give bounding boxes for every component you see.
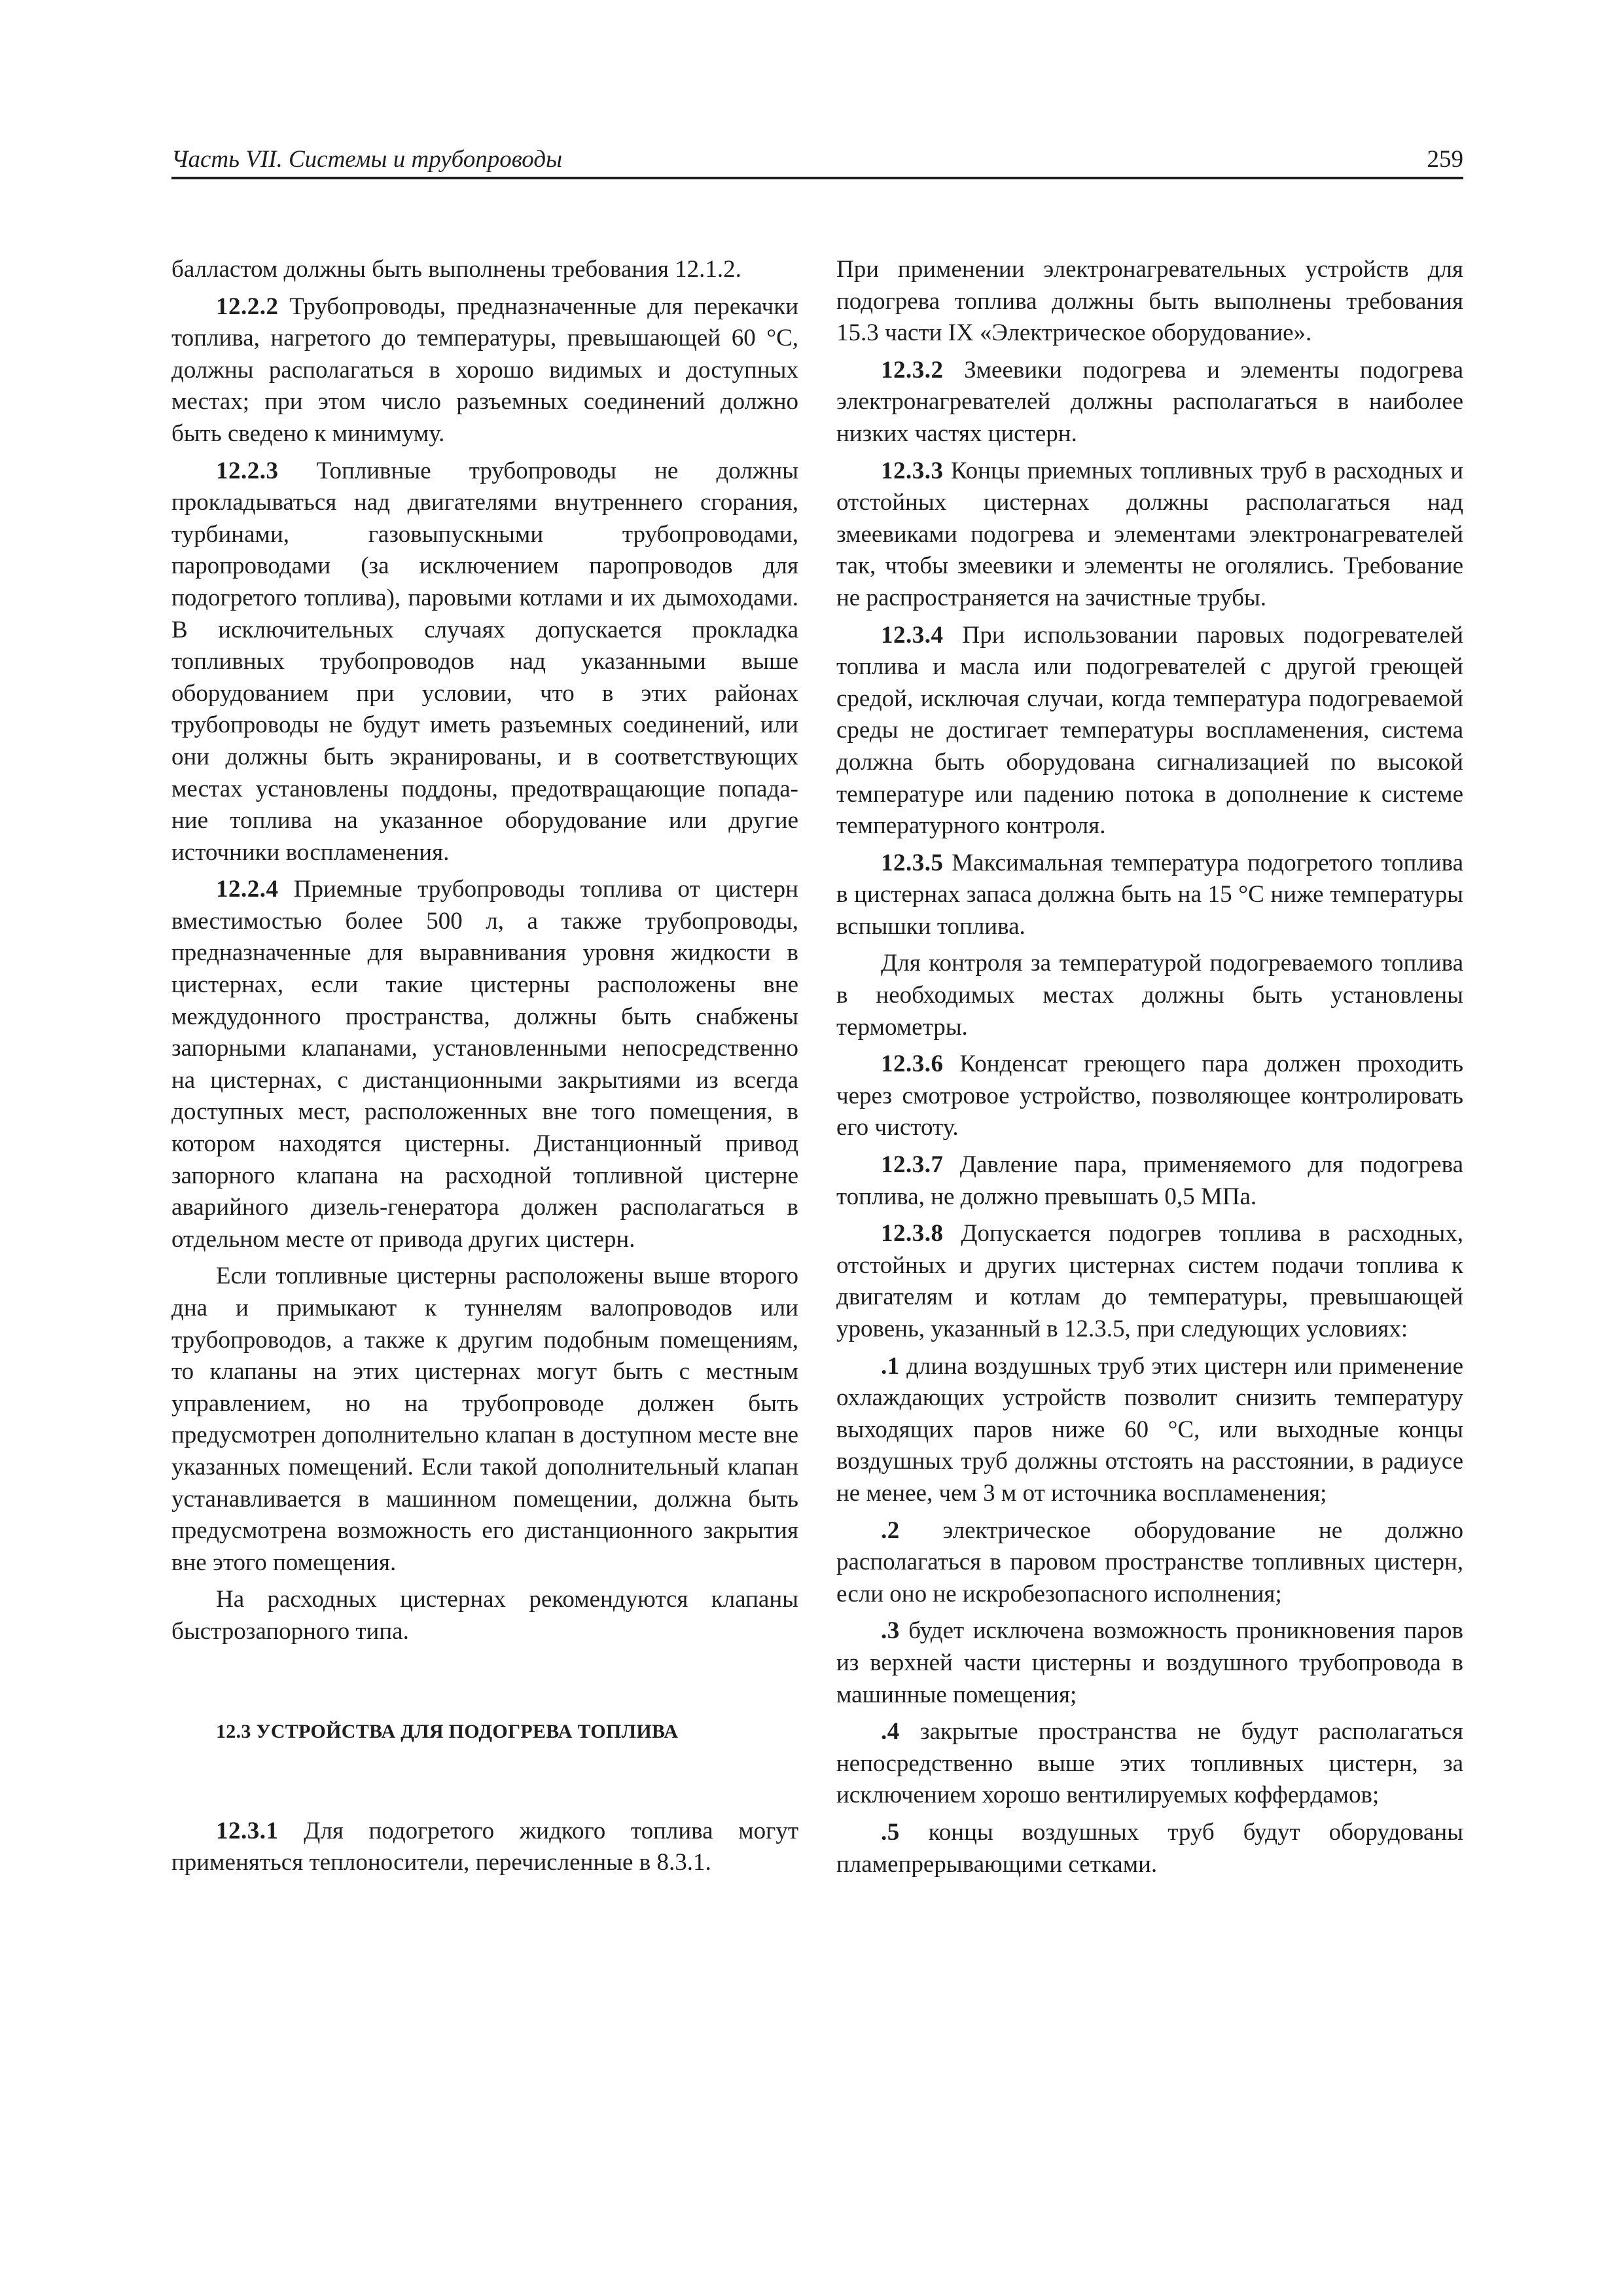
clause-text: Топливные трубопроводы не должны прокладываться над двигателями внутреннего сгорания, турбинами, газовыпускными трубопроводами, паропроводами (за исключением паропроводов для подогретого топлива), паровыми котлами и их дымоходами. В исключительных случаях допускается прокладка топливных трубопроводов над указанными выше оборудованием при условии, что в этих районах трубопроводы не будут иметь разъемных соединений, или они должны быть экранированы, и в соответствующих местах установлены поддоны, предотвращающие попадание топлива на указанное оборудование или другие источники воспламенения. (171, 457, 798, 866)
clause-text: Приемные трубопроводы топлива от цистерн вместимостью более 500 л, а также трубопроводы, предназначенные для выравнивания уровня жидкости в цистернах, если такие цистерны расположены вне междудонного пространства, должны быть снабжены запорными клапанами, установленными непосредственно на цистернах, с дистанционными закрытиями из всегда доступных мест, расположенных вне того помещения, в котором находятся цистерны. Дистанционный привод запорного клапана на расходной топливной цистерне аварийного дизель-генератора должен располагаться в отдельном месте от привода других цистерн. (171, 876, 798, 1253)
clause-12-3-3 (836, 456, 1463, 615)
paragraph-text: Для контроля за температурой подогреваемого топлива в необходимых местах должны быть установлены термометры. (836, 950, 1463, 1041)
clause-number: 12.2.2 (216, 293, 279, 320)
paragraph-double-bottom-tanks (171, 1261, 798, 1579)
paragraph-text: балластом должны быть выполнены требования 12.1.2. (171, 256, 741, 283)
running-title: Часть VII. Системы и трубопроводы (171, 146, 563, 173)
clause-12-3-5 (836, 848, 1463, 943)
clause-number: 12.2.3 (216, 457, 279, 484)
clause-number: 12.3.5 (881, 849, 944, 876)
item-text: электрическое оборудование не должно располагаться в паровом пространстве топливных цистерн, если оно не искробезопасного исполнения; (836, 1516, 1463, 1607)
item-text: закрытые пространства не будут располагаться непосредственно выше этих топливных цистерн, за исключением хорошо вентилируемых коффердамов; (836, 1718, 1463, 1809)
clause-text: Давление пара, применяемого для подогрева топлива, не должно превышать 0,5 МПа. (836, 1151, 1463, 1210)
clause-text: Максимальная температура подогретого топлива в цистернах запаса должна быть на 15 °С ниже температуры вспышки топлива. (836, 849, 1463, 940)
clause-number: 12.3.1 (216, 1817, 279, 1844)
clause-text: Змеевики подогрева и элементы подогрева электронагревателей должны располагаться в наиболее низких частях цистерн. (836, 356, 1463, 447)
clause-12-3-1 (171, 1816, 798, 1879)
clause-12-3-8 (836, 1218, 1463, 1345)
paragraph-ballast-continuation (171, 254, 798, 286)
clause-text: Допускается подогрев топлива в расходных, отстойных и других цистернах систем подачи топлива к двигателям и котлам до температуры, превышающей уровень, указанный в 12.3.5, при следующих условиях: (836, 1220, 1463, 1342)
condition-item-2 (836, 1515, 1463, 1611)
paragraph-text: На расходных цистернах рекомендуются клапаны быстрозапорного типа. (171, 1586, 798, 1645)
item-number: .5 (881, 1818, 900, 1846)
clause-12-2-3 (171, 456, 798, 869)
item-number: .2 (881, 1516, 900, 1544)
clause-number: 12.3.8 (881, 1220, 944, 1247)
clause-12-3-2 (836, 355, 1463, 450)
clause-text: При использовании паровых подогревателей топлива и масла или подогревателей с другой греющей средой, исключая случаи, когда температура подогреваемой среды не достигает температуры воспламенения, система должна быть оборудована сигнализацией по высокой температуре или падению потока в дополнение к системе температурного контроля. (836, 621, 1463, 840)
clause-text: Для подогретого жидкого топлива могут применяться теплоносители, перечисленные в 8.3.1. (171, 1817, 798, 1876)
clause-number: 12.3.4 (881, 621, 944, 649)
condition-item-1 (836, 1351, 1463, 1510)
clause-number: 12.3.6 (881, 1050, 944, 1078)
clause-text: Трубопроводы, предназначенные для перекачки топлива, нагретого до температуры, превышающей 60 °С, должны располагаться в хорошо видимых и доступных местах; при этом число разъемных соединений должно быть сведено к минимуму. (171, 293, 798, 447)
clause-number: 12.3.2 (881, 356, 944, 384)
clause-12-3-4 (836, 620, 1463, 842)
item-text: длина воздушных труб этих цистерн или применение охлаждающих устройств позволит снизить температуру выходящих паров ниже 60 °С, или выходные концы воздушных труб должны отстоять на расстоянии, в радиусе не менее, чем 3 м от источника воспламенения; (836, 1352, 1463, 1507)
clause-12-2-2 (171, 291, 798, 450)
clause-12-3-6 (836, 1049, 1463, 1144)
item-number: .3 (881, 1617, 900, 1645)
condition-item-4 (836, 1716, 1463, 1812)
condition-item-5 (836, 1817, 1463, 1880)
clause-12-2-4 (171, 874, 798, 1255)
left-column (171, 254, 798, 1884)
clause-12-3-7 (836, 1149, 1463, 1213)
right-column (836, 254, 1463, 1886)
clause-text: Конденсат греющего пара должен проходить через смотровое устройство, позволяющее контролировать его чистоту. (836, 1050, 1463, 1141)
running-header (171, 141, 1463, 178)
item-text: будет исключена возможность проникновения паров из верхней части цистерны и воздушного трубопровода в машинные помещения; (836, 1617, 1463, 1708)
paragraph-electric-heaters (836, 254, 1463, 350)
clause-number: 12.3.7 (881, 1151, 944, 1179)
paragraph-thermometers (836, 948, 1463, 1043)
clause-number: 12.3.3 (881, 457, 944, 484)
item-number: .1 (881, 1352, 900, 1380)
clause-text: Концы приемных топливных труб в расходных и отстойных цистернах должны располагаться над змеевиками подогрева и элементами электронагревателей так, чтобы змеевики и элементы не оголялись. Требование не распространяется на зачистные трубы. (836, 457, 1463, 611)
header-divider (171, 177, 1463, 179)
clause-number: 12.2.4 (216, 876, 279, 903)
paragraph-quick-closing-valves (171, 1584, 798, 1647)
page-number: 259 (1427, 146, 1463, 173)
section-heading-12-3: 12.3 УСТРОЙСТВА ДЛЯ ПОДОГРЕВА ТОПЛИВА (216, 1720, 679, 1742)
item-number: .4 (881, 1718, 900, 1746)
item-text: концы воздушных труб будут оборудованы пламепрерывающими сетками. (836, 1818, 1463, 1878)
paragraph-text: При применении электронагревательных устройств для подогрева топлива должны быть выполнены требования 15.3 части IX «Электрическое оборудование». (836, 256, 1463, 347)
paragraph-text: Если топливные цистерны расположены выше второго дна и примыкают к туннелям валопроводов или трубопроводов, а также к другим подобным помещениям, то клапаны на этих цистернах могут быть с местным управлением, но на трубопроводе должен быть предусмотрен дополнительно клапан в доступном месте вне указанных помещений. Если такой дополнительный клапан устанавливается в машинном помещении, должна быть предусмотрена возможность его дистанционного закрытия вне этого помещения. (171, 1263, 798, 1576)
condition-item-3 (836, 1615, 1463, 1711)
